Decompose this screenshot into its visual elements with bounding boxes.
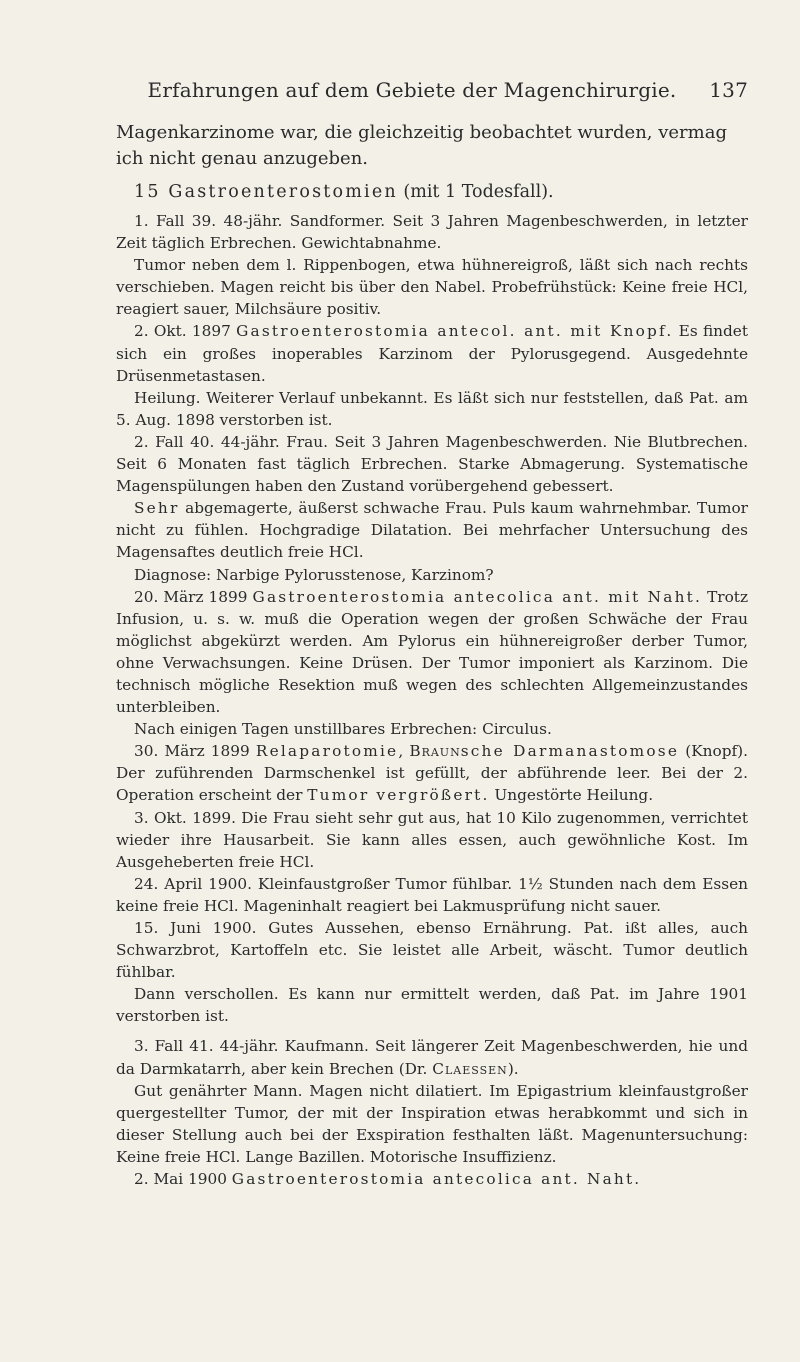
case-3-op-date: 2. Mai 1900 bbox=[134, 1170, 232, 1189]
case-2-operation bbox=[116, 586, 748, 719]
case-1-history: 1. Fall 39. 48-jähr. Sandformer. Seit 3 Jahren Magenbeschwerden, in letzter Zeit täglich Erbrechen. Gewichtabnahme. bbox=[116, 212, 748, 253]
case-3-op-name: Gastroenterostomia antecolica ant. Naht. bbox=[231, 1170, 642, 1189]
body-text bbox=[116, 120, 748, 1190]
case-3-findings: Gut genährter Mann. Magen nicht dilatiert. Im Epigastrium kleinfaustgroßer quergestellter Tumor, der mit der Inspiration etwas herabkommt und sich in dieser Stellung auch bei der Exspiration festhalten läßt. Magenuntersuchung: Keine freie HCl. Lange Bazillen. Motorische Insuffizienz. bbox=[116, 1081, 748, 1166]
page-header bbox=[116, 78, 748, 102]
case-1-op-date: 2. Okt. 1897 bbox=[134, 322, 237, 341]
case-3-history-end: ). bbox=[507, 1059, 519, 1078]
case-2-reoperation bbox=[116, 740, 748, 806]
case-3-history bbox=[116, 1035, 748, 1079]
case-1-findings: Tumor neben dem l. Rippenbogen, etwa hühnereigroß, läßt sich nach rechts verschieben. Magen reicht bis über den Nabel. Probefrühstück: Keine freie HCl, reagiert sauer, Milchsäure positiv. bbox=[116, 256, 748, 319]
case-2-reop-procedure: sche Darmanastomose bbox=[460, 742, 680, 761]
case-2-history: 2. Fall 40. 44-jähr. Frau. Seit 3 Jahren Magenbeschwerden. Nie Blutbrechen. Seit 6 Monaten fast täglich Erbrechen. Starke Abmagerung. Systematische Magenspülungen haben den Zustand vorübergehend gebessert. bbox=[116, 432, 748, 496]
case-2-reop-date: 30. März 1899 bbox=[134, 742, 256, 761]
section-heading bbox=[134, 180, 748, 204]
case-1-op-findings: Es findet sich ein großes inoperables Karzinom der Pylorusgegend. Ausgedehnte Drüsenmetastasen. bbox=[116, 322, 748, 385]
case-separator bbox=[116, 1027, 748, 1035]
case-2-reop-author: Braun bbox=[409, 742, 461, 761]
case-2-followup-3: 15. Juni 1900. Gutes Aussehen, ebenso Ernährung. Pat. ißt alles, auch Schwarzbrot, Kartoffeln etc. Sie leistet alle Arbeit, wäscht. Tumor deutlich fühlbar. bbox=[116, 919, 748, 982]
case-3-operation bbox=[116, 1168, 748, 1190]
case-2-reop-sep: , bbox=[398, 742, 410, 761]
intro-paragraph: Magenkarzinome war, die gleichzeitig beobachtet wurden, vermag ich nicht genau anzugeben. bbox=[116, 122, 727, 169]
case-2-op-name: Gastroenterostomia antecolica ant. mit Naht. bbox=[252, 587, 703, 606]
case-2-outcome: Dann verschollen. Es kann nur ermittelt werden, daß Pat. im Jahre 1901 verstorben ist. bbox=[116, 985, 748, 1026]
case-3-referring-doctor: Claessen bbox=[432, 1059, 508, 1078]
case-2-findings-text: abgemagerte, äußerst schwache Frau. Puls kaum wahrnehmbar. Tumor nicht zu fühlen. Hochgradige Dilatation. Bei mehrfacher Untersuchung des Magensaftes deutlich freie HCl. bbox=[116, 499, 748, 562]
case-2-circulus: Nach einigen Tagen unstillbares Erbrechen: Circulus. bbox=[134, 720, 552, 739]
case-2-findings-emphasis: Sehr bbox=[134, 499, 180, 518]
case-2-reop-outcome: Ungestörte Heilung. bbox=[489, 786, 654, 805]
section-heading-note: (mit 1 Todesfall). bbox=[397, 182, 554, 202]
case-2-reop-text: (Knopf). Der zuführenden Darmschenkel ist gefüllt, der abführende leer. Bei der 2. Operation erscheint der bbox=[116, 742, 749, 805]
page-number: 137 bbox=[709, 78, 748, 102]
case-2-followup-1: 3. Okt. 1899. Die Frau sieht sehr gut aus, hat 10 Kilo zugenommen, verrichtet wieder ihre Hausarbeit. Sie kann alles essen, auch gewöhnliche Kost. Im Ausgeheberten freie HCl. bbox=[116, 808, 748, 871]
case-3-history-text: 3. Fall 41. 44-jähr. Kaufmann. Seit längerer Zeit Magenbeschwerden, hie und da Darmkatarrh, aber kein Brechen (Dr. bbox=[116, 1037, 748, 1078]
case-2-op-findings: Trotz Infusion, u. s. w. muß die Operation wegen der großen Schwäche der Frau möglichst abgekürzt werden. Am Pylorus ein hühnereigroßer derber Tumor, ohne Verwachsungen. Keine Drüsen. Der Tumor imponiert als Karzinom. Die technisch mögliche Resektion muß wegen des schlechten Allgemeinzustandes unterbleiben. bbox=[116, 587, 749, 717]
running-title: Erfahrungen auf dem Gebiete der Magenchirurgie. bbox=[147, 78, 677, 102]
case-1-op-name: Gastroenterostomia antecol. ant. mit Knopf. bbox=[236, 322, 674, 341]
case-2-reop-name: Relaparotomie bbox=[255, 742, 399, 761]
case-2-findings bbox=[116, 497, 748, 563]
case-2-diagnosis: Diagnose: Narbige Pylorusstenose, Karzinom? bbox=[134, 565, 494, 584]
case-2-followup-2: 24. April 1900. Kleinfaustgroßer Tumor fühlbar. 1½ Stunden nach dem Essen keine freie HCl. Mageninhalt reagiert bei Lakmusprüfung nicht sauer. bbox=[116, 874, 748, 915]
case-1-operation bbox=[116, 320, 748, 386]
case-2-op-date: 20. März 1899 bbox=[134, 587, 253, 606]
case-2-reop-emphasis: Tumor vergrößert. bbox=[307, 786, 490, 805]
section-heading-title: 15 Gastroenterostomien bbox=[134, 182, 398, 202]
case-1-outcome: Heilung. Weiterer Verlauf unbekannt. Es läßt sich nur feststellen, daß Pat. am 5. Aug. 1898 verstorben ist. bbox=[116, 388, 748, 429]
